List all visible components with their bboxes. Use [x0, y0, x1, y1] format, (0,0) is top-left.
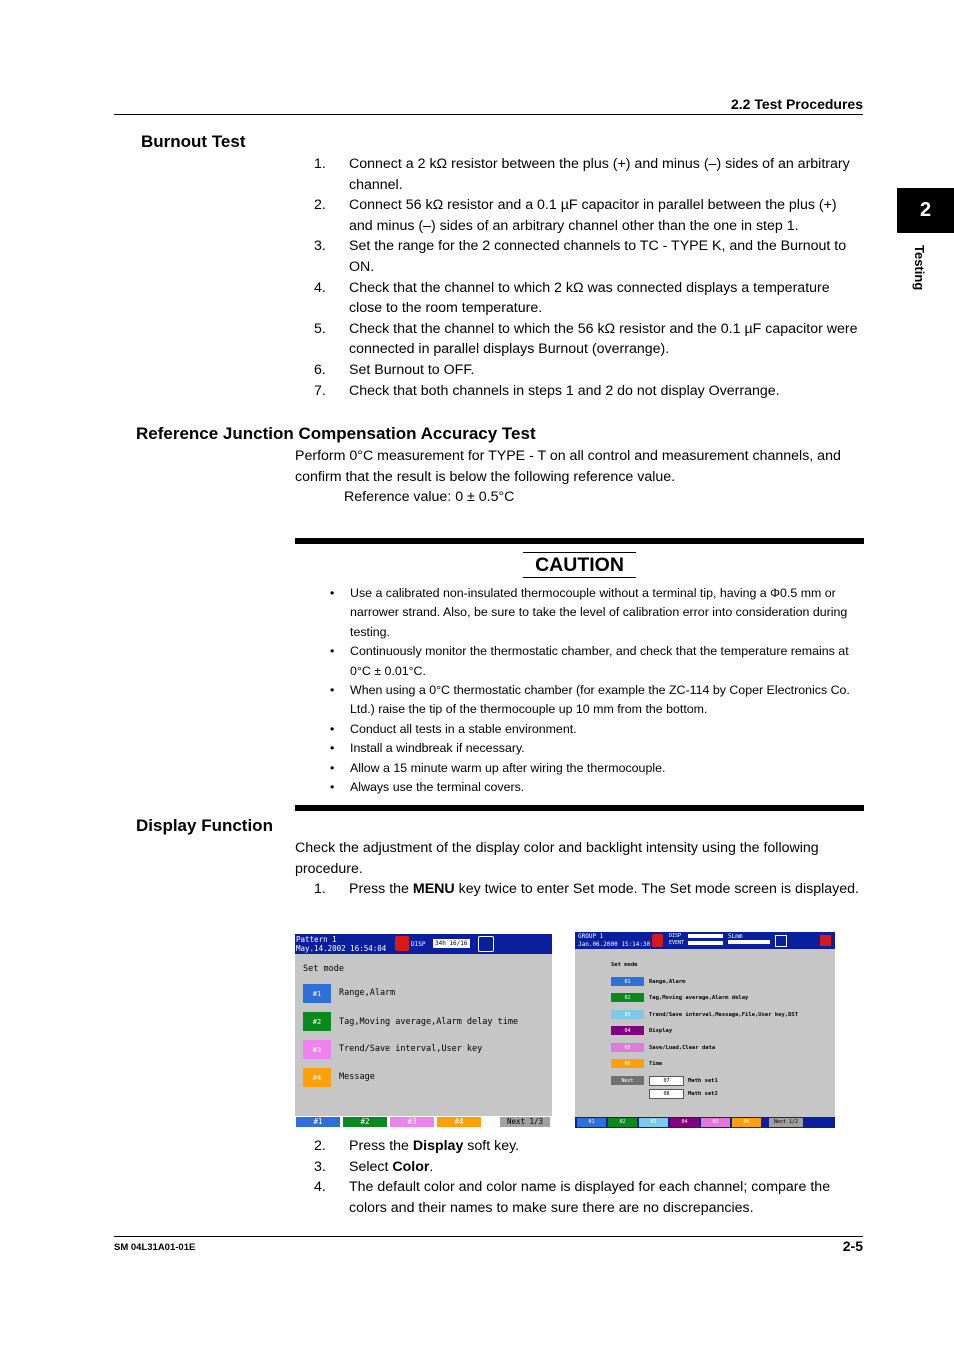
- rjc-body: Perform 0°C measurement for TYPE - T on all control and measurement channels, and confirm that the result is below the following reference value.: [295, 448, 841, 485]
- chapter-tab: [897, 188, 954, 233]
- disp-meter: [688, 934, 723, 938]
- screen1-key-1[interactable]: #1: [303, 984, 331, 1003]
- screen2-key-6[interactable]: 06: [611, 1059, 644, 1068]
- screen2-key-next[interactable]: Next: [611, 1076, 644, 1085]
- caution-item: • When using a 0°C thermostatic chamber (for example the ZC-114 by Coper Electronics Co. Ltd.) raise the tip of the thermocouple up 10 mm from the bottom.: [330, 683, 850, 717]
- screen2-softkey-6[interactable]: 06: [732, 1118, 761, 1127]
- screen2-softkey-bar: [575, 1117, 835, 1128]
- caution-item: • Install a windbreak if necessary.: [330, 741, 525, 756]
- screen1-label-3: Trend/Save interval,User key: [339, 1044, 483, 1054]
- screen2-math-label-2: Math set2: [688, 1091, 718, 1097]
- screen2-math-label-1: Math set1: [688, 1078, 718, 1084]
- burnout-step: 6. Set Burnout to OFF.: [314, 361, 475, 378]
- screen2-key-5[interactable]: 05: [611, 1043, 644, 1052]
- screen1-softkey-next[interactable]: Next 1/3: [500, 1117, 550, 1127]
- display-steps-2-4: [314, 1136, 862, 1218]
- screen1-label-1: Range,Alarm: [339, 988, 396, 998]
- screen2-disp: DISP: [669, 933, 682, 939]
- display-step: 2. Press the Display soft key.: [314, 1138, 520, 1154]
- display-intro: Check the adjustment of the display color and backlight intensity using the following procedure.: [295, 840, 819, 877]
- caution-item: • Conduct all tests in a stable environment.: [330, 721, 577, 736]
- screen2-title: Set mode: [611, 962, 638, 968]
- burnout-step: 1. Connect a 2 kΩ resistor between the plus (+) and minus (–) sides of an arbitrary channel.: [314, 156, 850, 193]
- screen1-pattern: Pattern 1: [296, 935, 337, 944]
- screen2-softkey-4[interactable]: 04: [670, 1118, 699, 1127]
- running-header: 2.2 Test Procedures: [730, 96, 863, 112]
- chapter-number: 2: [919, 199, 932, 221]
- footer-rule: [114, 1236, 863, 1237]
- screen1-softkey-2[interactable]: #2: [343, 1117, 387, 1127]
- memory-icon: [478, 936, 494, 952]
- screen1-disp: DISP: [411, 941, 426, 948]
- screen1-key-3[interactable]: #3: [303, 1040, 331, 1059]
- screen2-label-5: Save/Load,Clear data: [649, 1045, 716, 1051]
- set-mode-screen-2: [575, 932, 835, 1128]
- burnout-step: 2. Connect 56 kΩ resistor and a 0.1 µF capacitor in parallel between the plus (+) and minus (–) sides of an arbitrary channel other than the one in step 1.: [314, 197, 837, 234]
- screen2-key-4[interactable]: 04: [611, 1026, 644, 1035]
- burnout-step: 7. Check that both channels in steps 1 and 2 do not display Overrange.: [314, 382, 780, 399]
- event-meter: [688, 941, 723, 945]
- screen1-softkey-1[interactable]: #1: [296, 1117, 340, 1127]
- rjc-reference: Reference value: 0 ± 0.5°C: [344, 489, 515, 505]
- screen2-softkey-5[interactable]: 05: [701, 1118, 730, 1127]
- alarm-icon: [652, 934, 663, 947]
- screen1-datetime: May.14.2002 16:54:04: [296, 944, 387, 953]
- document-number: SM 04L31A01-01E: [114, 1242, 196, 1253]
- screen1-softkey-3[interactable]: #3: [390, 1117, 434, 1127]
- display-heading: Display Function: [136, 816, 273, 835]
- screen2-label-4: Display: [649, 1028, 673, 1034]
- burnout-step: 5. Check that the channel to which the 56 kΩ resistor and the 0.1 µF capacitor were connected in parallel displays Burnout (overrange).: [314, 320, 858, 358]
- screen2-math-key-1[interactable]: 07: [649, 1076, 684, 1086]
- caution-title: CAUTION: [523, 552, 636, 578]
- screen1-key-2[interactable]: #2: [303, 1012, 331, 1031]
- screen1-softkey-bar: [295, 1116, 552, 1128]
- screen2-label-6: Time: [649, 1061, 663, 1067]
- set-mode-screen-1: [295, 934, 552, 1128]
- screen1-label-2: Tag,Moving average,Alarm delay time: [339, 1017, 519, 1027]
- screen2-softkey-next[interactable]: Next 1/2: [769, 1118, 803, 1127]
- screen2-label-2: Tag,Moving average,Alarm delay: [649, 995, 749, 1001]
- screen2-event: EVENT: [669, 940, 685, 946]
- screen1-label-4: Message: [339, 1072, 375, 1082]
- screen2-label-1: Range,Alarm: [649, 979, 686, 985]
- rjc-heading: Reference Junction Compensation Accuracy Test: [136, 424, 536, 443]
- display-step: 3. Select Color.: [314, 1158, 434, 1175]
- display-step-1: [314, 879, 862, 900]
- screen2-softkey-3[interactable]: 03: [639, 1118, 668, 1127]
- status-meter: [728, 940, 770, 944]
- screen2-datetime: Jan.06.2000 15:14:30: [578, 941, 651, 948]
- screen1-title: Set mode: [303, 964, 344, 974]
- memory-icon: [775, 935, 787, 947]
- screen2-right-value: 5Lmm: [728, 933, 743, 940]
- display-step: 4. The default color and color name is displayed for each channel; compare the colors and their names to make sure there are no discrepancies.: [314, 1179, 831, 1216]
- screen2-label-3: Trend/Save interval,Message,File,User key,DST: [649, 1012, 799, 1018]
- caution-item: • Allow a 15 minute warm up after wiring the thermocouple.: [330, 760, 666, 775]
- screen2-status-bar: [575, 932, 835, 949]
- display-step: 1. Press the MENU key twice to enter Set mode. The Set mode screen is displayed.: [314, 881, 859, 897]
- screen2-key-1[interactable]: 01: [611, 977, 644, 986]
- header-rule: [114, 114, 863, 115]
- screen2-softkey-2[interactable]: 02: [608, 1118, 637, 1127]
- page-number: 2-5: [842, 1238, 863, 1254]
- screen2-key-3[interactable]: 03: [611, 1010, 644, 1019]
- chapter-tab-label: Testing: [912, 245, 927, 291]
- caution-item: • Continuously monitor the thermostatic chamber, and check that the temperature remains at 0°C ± 0.01°C.: [330, 644, 849, 678]
- caution-top-bar: [295, 538, 864, 544]
- screen1-disp-value: 34h 16/16: [435, 940, 468, 947]
- screen1-softkey-4[interactable]: #4: [437, 1117, 481, 1127]
- alarm-icon: [395, 936, 409, 951]
- wireless-icon: [820, 935, 831, 946]
- screen2-group: GROUP 1: [578, 933, 604, 940]
- screen1-key-4[interactable]: #4: [303, 1068, 331, 1087]
- caution-item: • Use a calibrated non-insulated thermocouple without a terminal tip, having a Φ0.5 mm or narrower strand. Also, be sure to take the level of calibration error into consideration during testing.: [330, 586, 848, 639]
- caution-list: [330, 584, 860, 797]
- burnout-heading: Burnout Test: [141, 132, 246, 151]
- screen2-key-2[interactable]: 02: [611, 993, 644, 1002]
- burnout-step: 4. Check that the channel to which 2 kΩ was connected displays a temperature close to the room temperature.: [314, 279, 830, 317]
- screen1-status-bar: [295, 934, 552, 954]
- screen2-math-key-2[interactable]: 08: [649, 1089, 684, 1099]
- caution-bottom-bar: [295, 805, 864, 811]
- burnout-steps: [314, 154, 862, 401]
- screen2-softkey-1[interactable]: 01: [577, 1118, 606, 1127]
- burnout-step: 3. Set the range for the 2 connected channels to TC - TYPE K, and the Burnout to ON.: [314, 238, 847, 275]
- caution-item: • Always use the terminal covers.: [330, 780, 525, 795]
